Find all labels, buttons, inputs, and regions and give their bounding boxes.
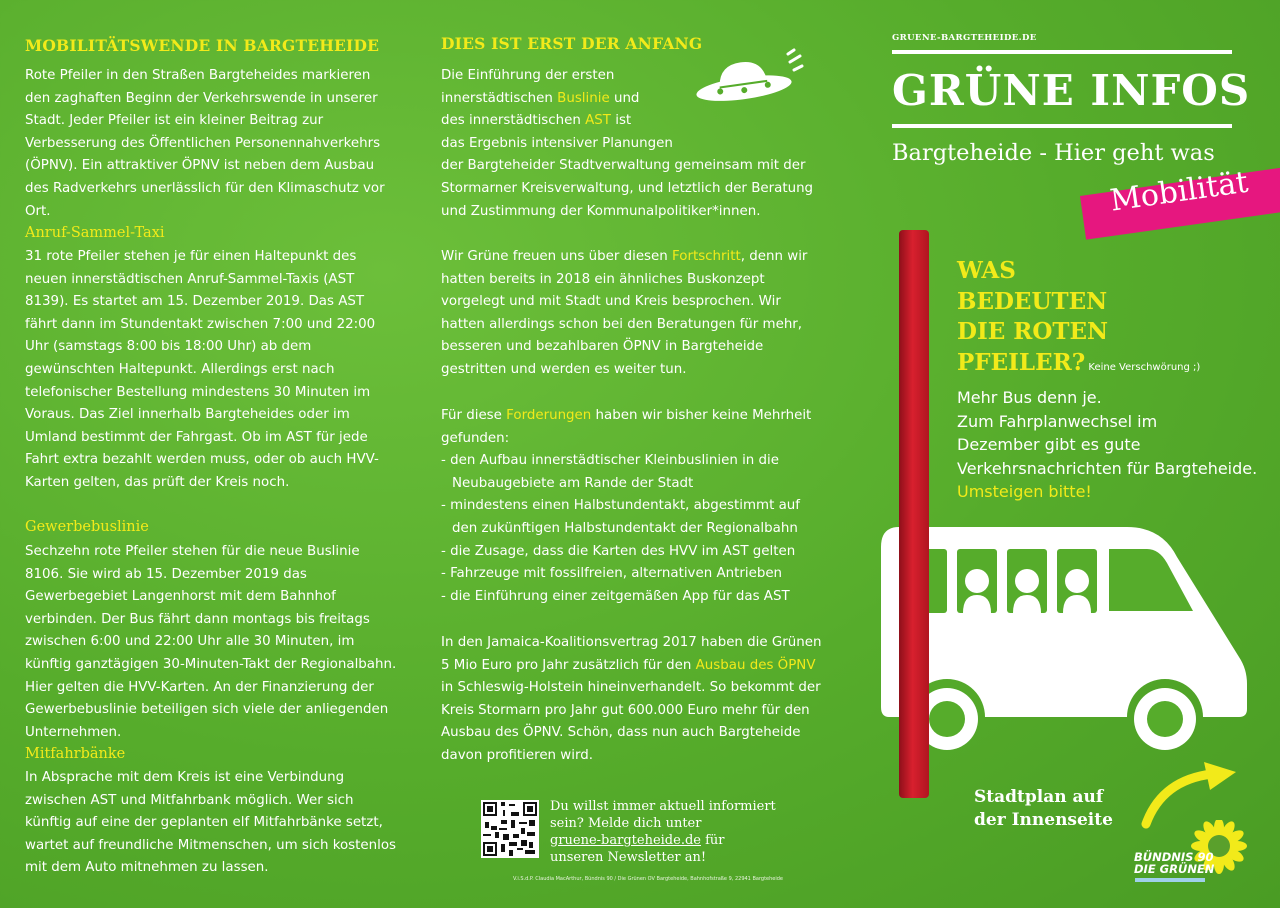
red-pillar: [899, 230, 929, 798]
paragraph-jamaica: In den Jamaica-Koalitionsvertrag 2017 haben die Grünen 5 Mio Euro pro Jahr zusätzlich für den Ausbau des ÖPNV in Schleswig-Holstein hineinverhandelt. So bekommt der Kreis Stormarn pro Jahr gut 600.000 Euro mehr für den Ausbau des ÖPNV. Schön, dass nun auch Bargteheide davon profitieren wird.: [441, 635, 822, 763]
heading-mitfahrbaenke: Mitfahrbänke: [25, 746, 126, 762]
imprint: V.i.S.d.P. Claudia MacArthur, Bündnis 90 / Die Grünen OV Bargteheide, Bahnhofstraße 9, 22941 Bargteheide: [513, 876, 784, 882]
list-item: - mindestens einen Halbstundentakt, abgestimmt auf den zukünftigen Halbstundentakt der Regionalbahn: [441, 498, 800, 536]
mobilitaet-label: Mobilität: [1108, 164, 1251, 219]
highlight-forderungen: Forderungen: [506, 408, 592, 423]
highlight-buslinie: Buslinie: [557, 90, 610, 106]
highlight-ast: AST: [585, 113, 611, 129]
list-item: - Fahrzeuge mit fossilfreien, alternativen Antrieben: [441, 566, 783, 582]
divider-top: [892, 50, 1232, 54]
newsletter-box: Du willst immer aktuell informiert sein? Melde dich unter gruene-bargteheide.de für unseren Newsletter an!: [550, 799, 776, 865]
page-title: GRÜNE INFOS: [892, 66, 1251, 115]
stadtplan-note: Stadtplan auf der Innenseite: [974, 787, 1113, 830]
heading-anfang: DIES IST ERST DER ANFANG: [441, 34, 703, 53]
paragraph-gewerbebus: Sechzehn rote Pfeiler stehen für die neue Buslinie 8106. Sie wird ab 15. Dezember 2019 das Gewerbegebiet Langenhorst mit dem Bahnhof verbinden. Der Bus fährt dann montags bis freitags zwischen 6:00 und 22:00 Uhr alle 30 Minuten, im künftig ganztägigen 30-Minuten-Takt der Regionalbahn. Hier gelten die HVV-Karten. An der Finanzierung der Gewerbebuslinie beteiligen sich viele der anliegenden Unternehmen.: [25, 544, 397, 740]
highlight-fortschritt: Fortschritt: [672, 249, 741, 264]
heading-anruf-sammel-taxi: Anruf-Sammel-Taxi: [25, 225, 165, 241]
paragraph-fortschritt: Wir Grüne freuen uns über diesen Fortschritt, denn wir hatten bereits in 2018 ein ähnliches Buskonzept vorgelegt und mit Stadt und Kreis besprochen. Wir hatten allerdings schon bei den Beratungen für mehr, besseren und bezahlbaren ÖPNV in Bargteheide gestritten und werden es weiter tun.: [441, 249, 808, 377]
bus-icon: [877, 519, 1257, 759]
paragraph-einfuehrung: Die Einführung der ersten innerstädtischen Buslinie und des innerstädtischen AST ist das Ergebnis intensiver Planungen der Bargteheider Stadtverwaltung gemeinsam mit der Stormarner Kreisverwaltung, und letztlich der Beratung und Zustimmung der Kommunalpolitiker*innen.: [441, 68, 814, 219]
joke-note: Keine Verschwörung ;): [1085, 361, 1201, 373]
list-item: - den Aufbau innerstädtischer Kleinbuslinien in die Neubaugebiete am Rande der Stadt: [441, 453, 780, 491]
news-text: Mehr Bus denn je. Zum Fahrplanwechsel im Dezember gibt es gute Verkehrsnachrichten für Bargteheide. Umsteigen bitte!: [957, 386, 1257, 504]
divider-bottom: [892, 124, 1232, 128]
heading-mobilitaetswende: MOBILITÄTSWENDE IN BARGTEHEIDE: [25, 36, 380, 55]
highlight-ausbau-oepnv: Ausbau des ÖPNV: [695, 657, 816, 673]
website-url[interactable]: GRUENE-BARGTEHEIDE.DE: [892, 33, 1037, 43]
paragraph-ast: 31 rote Pfeiler stehen je für einen Haltepunkt des neuen innerstädtischen Anruf-Sammel-Taxis (AST 8139). Es startet am 15. Dezember 2019. Das AST fährt dann im Stundentakt zwischen 7:00 und 22:00 Uhr (samstags 8:00 bis 18:00 Uhr) ab dem gewünschten Haltepunkt. Allerdings erst nach telefonischer Bestellung mindestens 30 Minuten im Voraus. Das Ziel innerhalb Bargteheides oder im Umland bestimmt der Fahrgast. Ob im AST für jede Fahrt extra bezahlt werden muss, oder ob auch HVV-Karten gelten, das prüft der Kreis noch.: [25, 249, 379, 490]
paragraph-intro: Rote Pfeiler in den Straßen Bargteheides markieren den zaghaften Beginn der Verkehrswende in unserer Stadt. Jeder Pfeiler ist ein kleiner Beitrag zur Verbesserung des Öffentlichen Personennahverkehrs (ÖPNV). Ein attraktiver ÖPNV ist neben dem Ausbau des Radverkehrs unerlässlich für den Klimaschutz vor Ort.: [25, 68, 385, 219]
umsteigen-callout: Umsteigen bitte!: [957, 482, 1092, 501]
question-heading: WAS BEDEUTEN DIE ROTEN PFEILER? Keine Verschwörung ;): [957, 257, 1201, 376]
qr-code-icon[interactable]: [481, 800, 539, 858]
heading-gewerbebuslinie: Gewerbebuslinie: [25, 519, 149, 535]
paragraph-mitfahrbaenke: In Absprache mit dem Kreis ist eine Verbindung zwischen AST und Mitfahrbank möglich. Wer sich künftig auf eine der geplanten elf Mitfahrbänke setzt, wartet auf freundliche Mitmenschen, um sich kostenlos mit dem Auto mitnehmen zu lassen.: [25, 770, 397, 876]
tagline: Bargteheide - Hier geht was: [892, 140, 1215, 166]
newsletter-link[interactable]: gruene-bargteheide.de: [550, 833, 701, 848]
party-logo-text: BÜNDNIS 90 DIE GRÜNEN: [1134, 850, 1215, 876]
paragraph-forderungen: Für diese Forderungen haben wir bisher keine Mehrheit gefunden: - den Aufbau innerstädtischer Kleinbuslinien in die Neubaugebiete am Rande der Stadt - mindestens einen Halbstundentakt, abgestimmt auf den zukünftigen Halbstundentakt der Regionalbahn - die Zusage, dass die Karten des HVV im AST gelten - Fahrzeuge mit fossilfreien, alternativen Antrieben - die Einführung einer zeitgemäßen App für das AST: [441, 405, 826, 608]
list-item: - die Einführung einer zeitgemäßen App für das AST: [441, 588, 790, 604]
list-item: - die Zusage, dass die Karten des HVV im AST gelten: [441, 543, 796, 559]
